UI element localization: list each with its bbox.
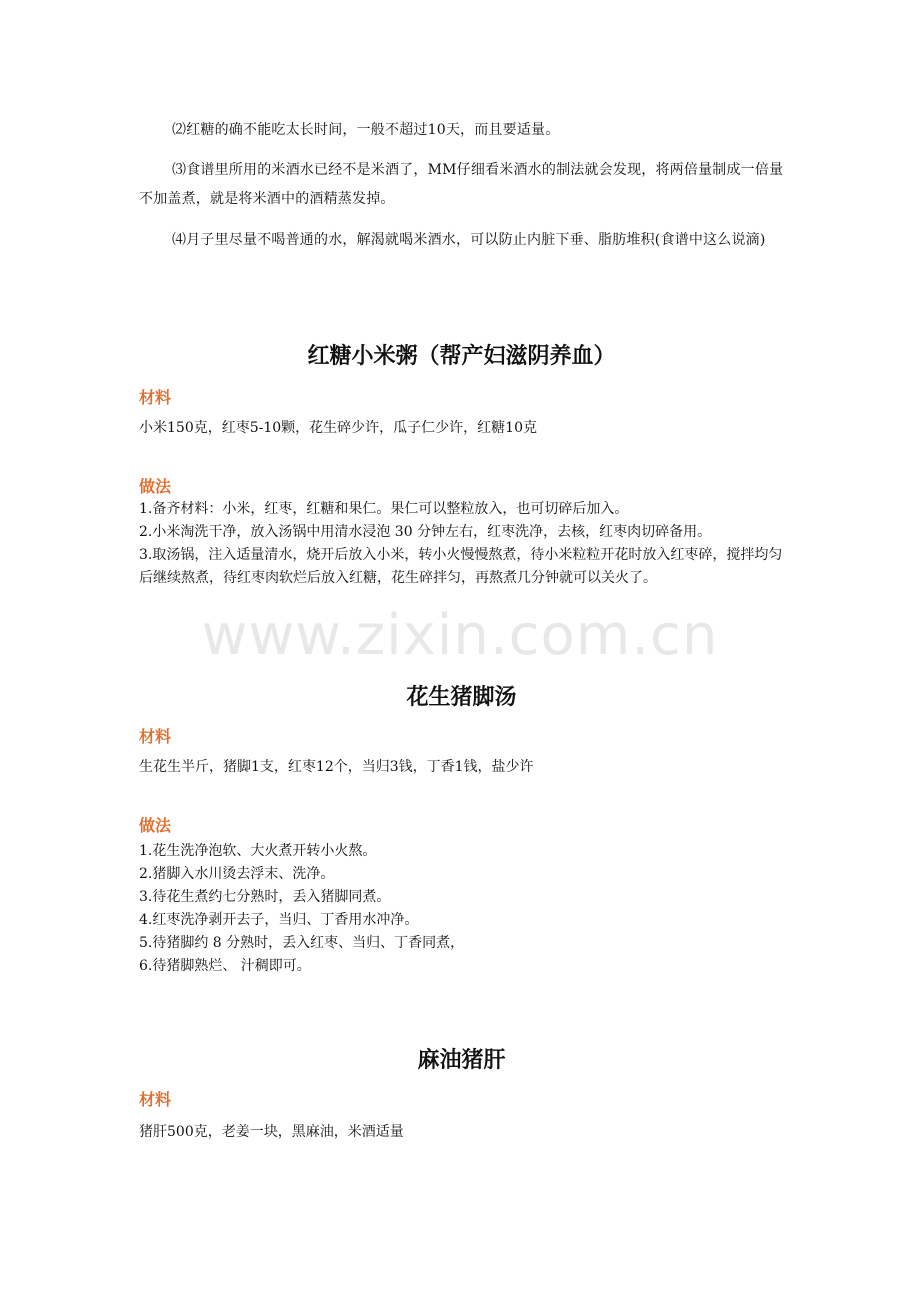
step-item: 3.取汤锅，注入适量清水，烧开后放入小米，转小火慢慢熬煮，待小米粒粒开花时放入红枣碎，搅拌均匀后继续熬煮，待红枣肉软烂后放入红糖，花生碎拌匀，再熬煮几分钟就可以关火了。 xyxy=(139,547,783,586)
ingredients-label: 材料 xyxy=(139,1090,172,1109)
method-label: 做法 xyxy=(139,477,172,496)
recipe-title: 红糖小米粥（帮产妇滋阴养血） xyxy=(307,344,616,369)
ingredients-label: 材料 xyxy=(139,388,172,407)
step-item: 1.花生洗净泡软、大火煮开转小火熬。 xyxy=(139,843,377,859)
note-3: ⑶食谱里所用的米酒水已经不是米酒了，MM仔细看米酒水的制法就会发现，将两倍量制成一倍量不加盖煮，就是将米酒中的酒精蒸发掉。 xyxy=(139,162,784,207)
recipe-title: 麻油猪肝 xyxy=(417,1048,506,1073)
step-item: 2.猪脚入水川烫去浮末、洗净。 xyxy=(139,866,335,882)
ingredients-text: 生花生半斤，猪脚1支，红枣12个，当归3钱，丁香1钱，盐少许 xyxy=(139,759,534,775)
recipe-title: 花生猪脚汤 xyxy=(406,685,517,710)
step-item: 5.待猪脚约 8 分熟时，丢入红枣、当归、丁香同煮， xyxy=(139,935,465,951)
step-item: 1.备齐材料：小米，红枣，红糖和果仁。果仁可以整粒放入，也可切碎后加入。 xyxy=(139,501,629,517)
step-item: 2.小米淘洗干净，放入汤锅中用清水浸泡 30 分钟左右，红枣洗净，去核，红枣肉切碎备用。 xyxy=(139,524,712,540)
method-steps xyxy=(139,498,784,590)
step-item: 6.待猪脚熟烂、 汁稠即可。 xyxy=(139,958,311,974)
method-label: 做法 xyxy=(139,816,172,835)
step-item: 4.红枣洗净剥开去子，当归、丁香用水冲净。 xyxy=(139,912,419,928)
ingredients-label: 材料 xyxy=(139,727,172,746)
method-steps xyxy=(139,840,784,978)
ingredients-text: 小米150克，红枣5-10颗，花生碎少许，瓜子仁少许，红糖10克 xyxy=(139,420,537,436)
step-item: 3.待花生煮约七分熟时，丢入猪脚同煮。 xyxy=(139,889,391,905)
note-2: ⑵红糖的确不能吃太长时间，一般不超过10天，而且要适量。 xyxy=(172,122,560,138)
ingredients-text: 猪肝500克，老姜一块，黑麻油，米酒适量 xyxy=(139,1124,404,1140)
watermark: www.zixin.com.cn xyxy=(201,603,719,668)
note-4: ⑷月子里尽量不喝普通的水，解渴就喝米酒水，可以防止内脏下垂、脂肪堆积(食谱中这么说滴) xyxy=(172,232,766,248)
